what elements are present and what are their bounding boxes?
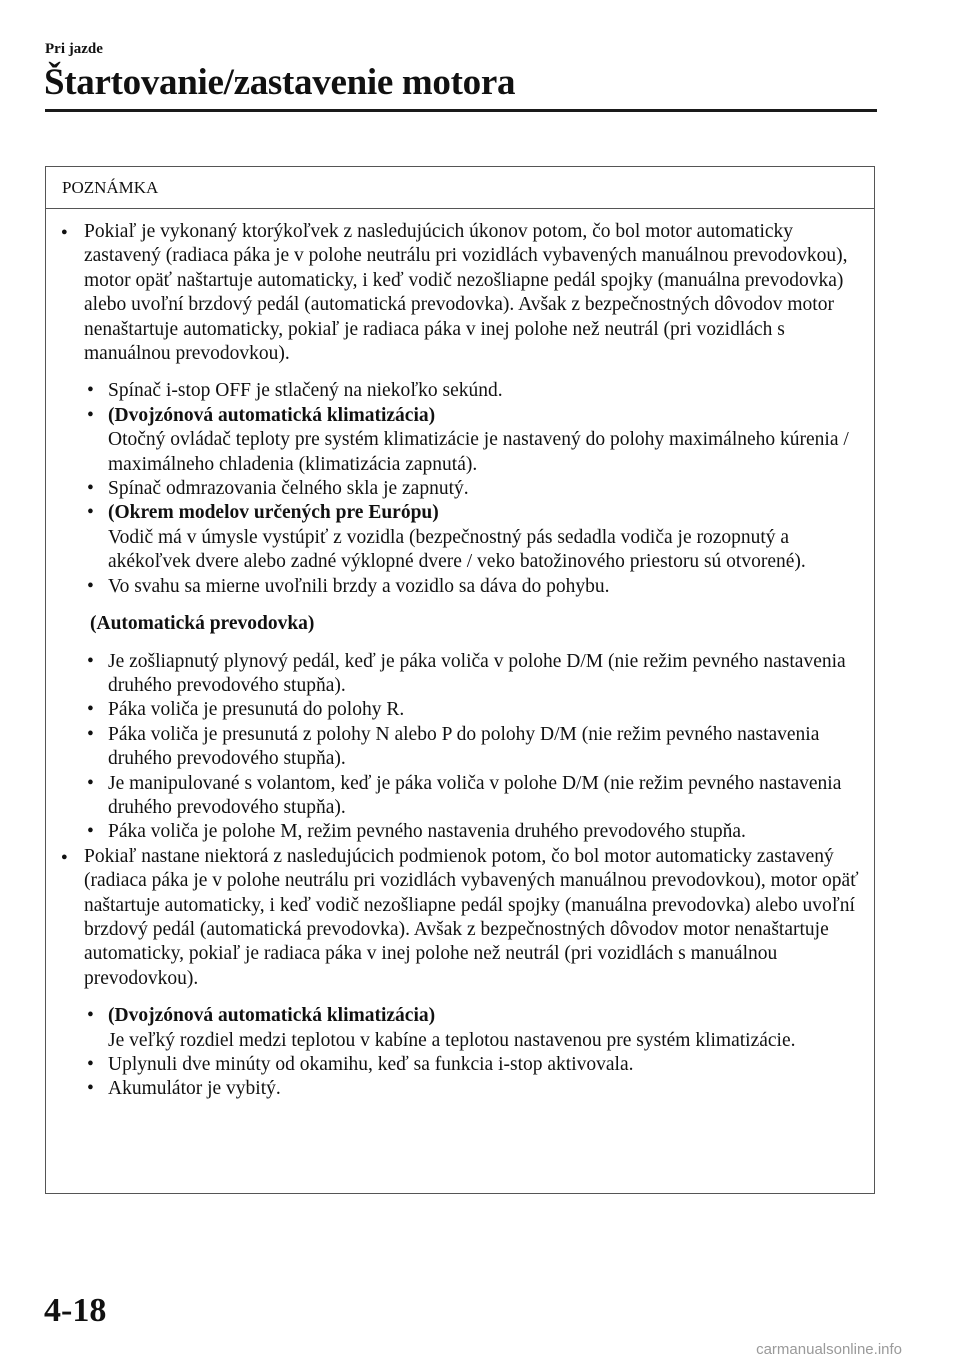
sub-item [60,501,860,574]
sub-item: • Je zošliapnutý plynový pedál, keď je páka voliča v polohe D/M (nie režim pevného nastavenia druhého prevodového stupňa). [60,650,860,699]
note-header: POZNÁMKA [46,167,874,209]
sub-item: • Páka voliča je presunutá do polohy R. [60,698,860,722]
sub-item-text: Je veľký rozdiel medzi teplotou v kabíne a teplotou nastavenou pre systém klimatizácie. [108,1029,796,1051]
sub-item: • Páka voliča je presunutá z polohy N alebo P do polohy D/M (nie režim pevného nastavenia druhého prevodového stupňa). [60,723,860,772]
section-label: Pri jazde [45,41,103,57]
sub-item-text: Otočný ovládač teploty pre systém klimatizácie je nastavený do polohy maximálneho kúrenia / maximálneho chladenia (klimatizácia zapnutá). [108,429,849,475]
sub-item: • Spínač odmrazovania čelného skla je zapnutý. [60,477,860,501]
note-body [46,209,874,1102]
sub-item: • Páka voliča je polohe M, režim pevného nastavenia druhého prevodového stupňa. [60,820,860,844]
page-number: 4-18 [44,1292,107,1329]
sub-item: • Akumulátor je vybitý. [60,1077,860,1101]
sub-item-text: Vodič má v úmysle vystúpiť z vozidla (bezpečnostný pás sedadla vodiča je rozopnutý a akékoľvek dvere alebo zadné výklopné dvere / veko batožinového priestoru sú otvorené). [108,526,806,573]
note-box [45,166,875,1194]
sub-item-title: • (Dvojzónová automatická klimatizácia) [108,1005,436,1027]
note-item-2: ● Pokiaľ nastane niektorá z nasledujúcich podmienok potom, čo bol motor automaticky zastavený (radiaca páka je v polohe neutrálu pri vozidlách vybavených manuálnou prevodovkou), motor opäť naštartuje automaticky, i keď vodič nezošliapne pedál spojky (manuálna prevodovka) alebo uvoľní brzdový pedál (automatická prevodovka). Avšak z bezpečnostných dôvodov motor nenaštartuje automaticky, pokiaľ je radiaca páka v inej polohe než neutrál (pri vozidlách s manuálnou prevodovkou). [60,845,860,991]
page-title: Štartovanie/zastavenie motora [44,62,516,103]
automatic-transmission-heading: (Automatická prevodovka) [90,613,315,635]
sub-item-title: • (Okrem modelov určených pre Európu) [108,502,439,524]
sub-item-title: • (Dvojzónová automatická klimatizácia) [108,404,436,426]
note-item-1: ● Pokiaľ je vykonaný ktorýkoľvek z nasledujúcich úkonov potom, čo bol motor automaticky zastavený (radiaca páka je v polohe neutrálu pri vozidlách vybavených manuálnou prevodovkou), motor opäť naštartuje automaticky, i keď vodič nezošliapne pedál spojky (manuálna prevodovka) alebo uvoľní brzdový pedál (automatická prevodovka). Avšak z bezpečnostných dôvodov motor nenaštartuje automaticky, pokiaľ je radiaca páka v inej polohe než neutrál (pri vozidlách s manuálnou prevodovkou). [60,220,860,366]
sub-item [60,404,860,477]
sub-item: • Spínač i-stop OFF je stlačený na niekoľko sekúnd. [60,379,860,403]
sub-item: • Uplynuli dve minúty od okamihu, keď sa funkcia i-stop aktivovala. [60,1053,860,1077]
sub-item: • Je manipulované s volantom, keď je páka voliča v polohe D/M (nie režim pevného nastavenia druhého prevodového stupňa). [60,772,860,821]
sub-item [60,1004,860,1053]
footer-watermark: carmanualsonline.info [756,1341,902,1358]
title-rule [45,109,877,112]
sub-item: • Vo svahu sa mierne uvoľnili brzdy a vozidlo sa dáva do pohybu. [60,575,860,599]
